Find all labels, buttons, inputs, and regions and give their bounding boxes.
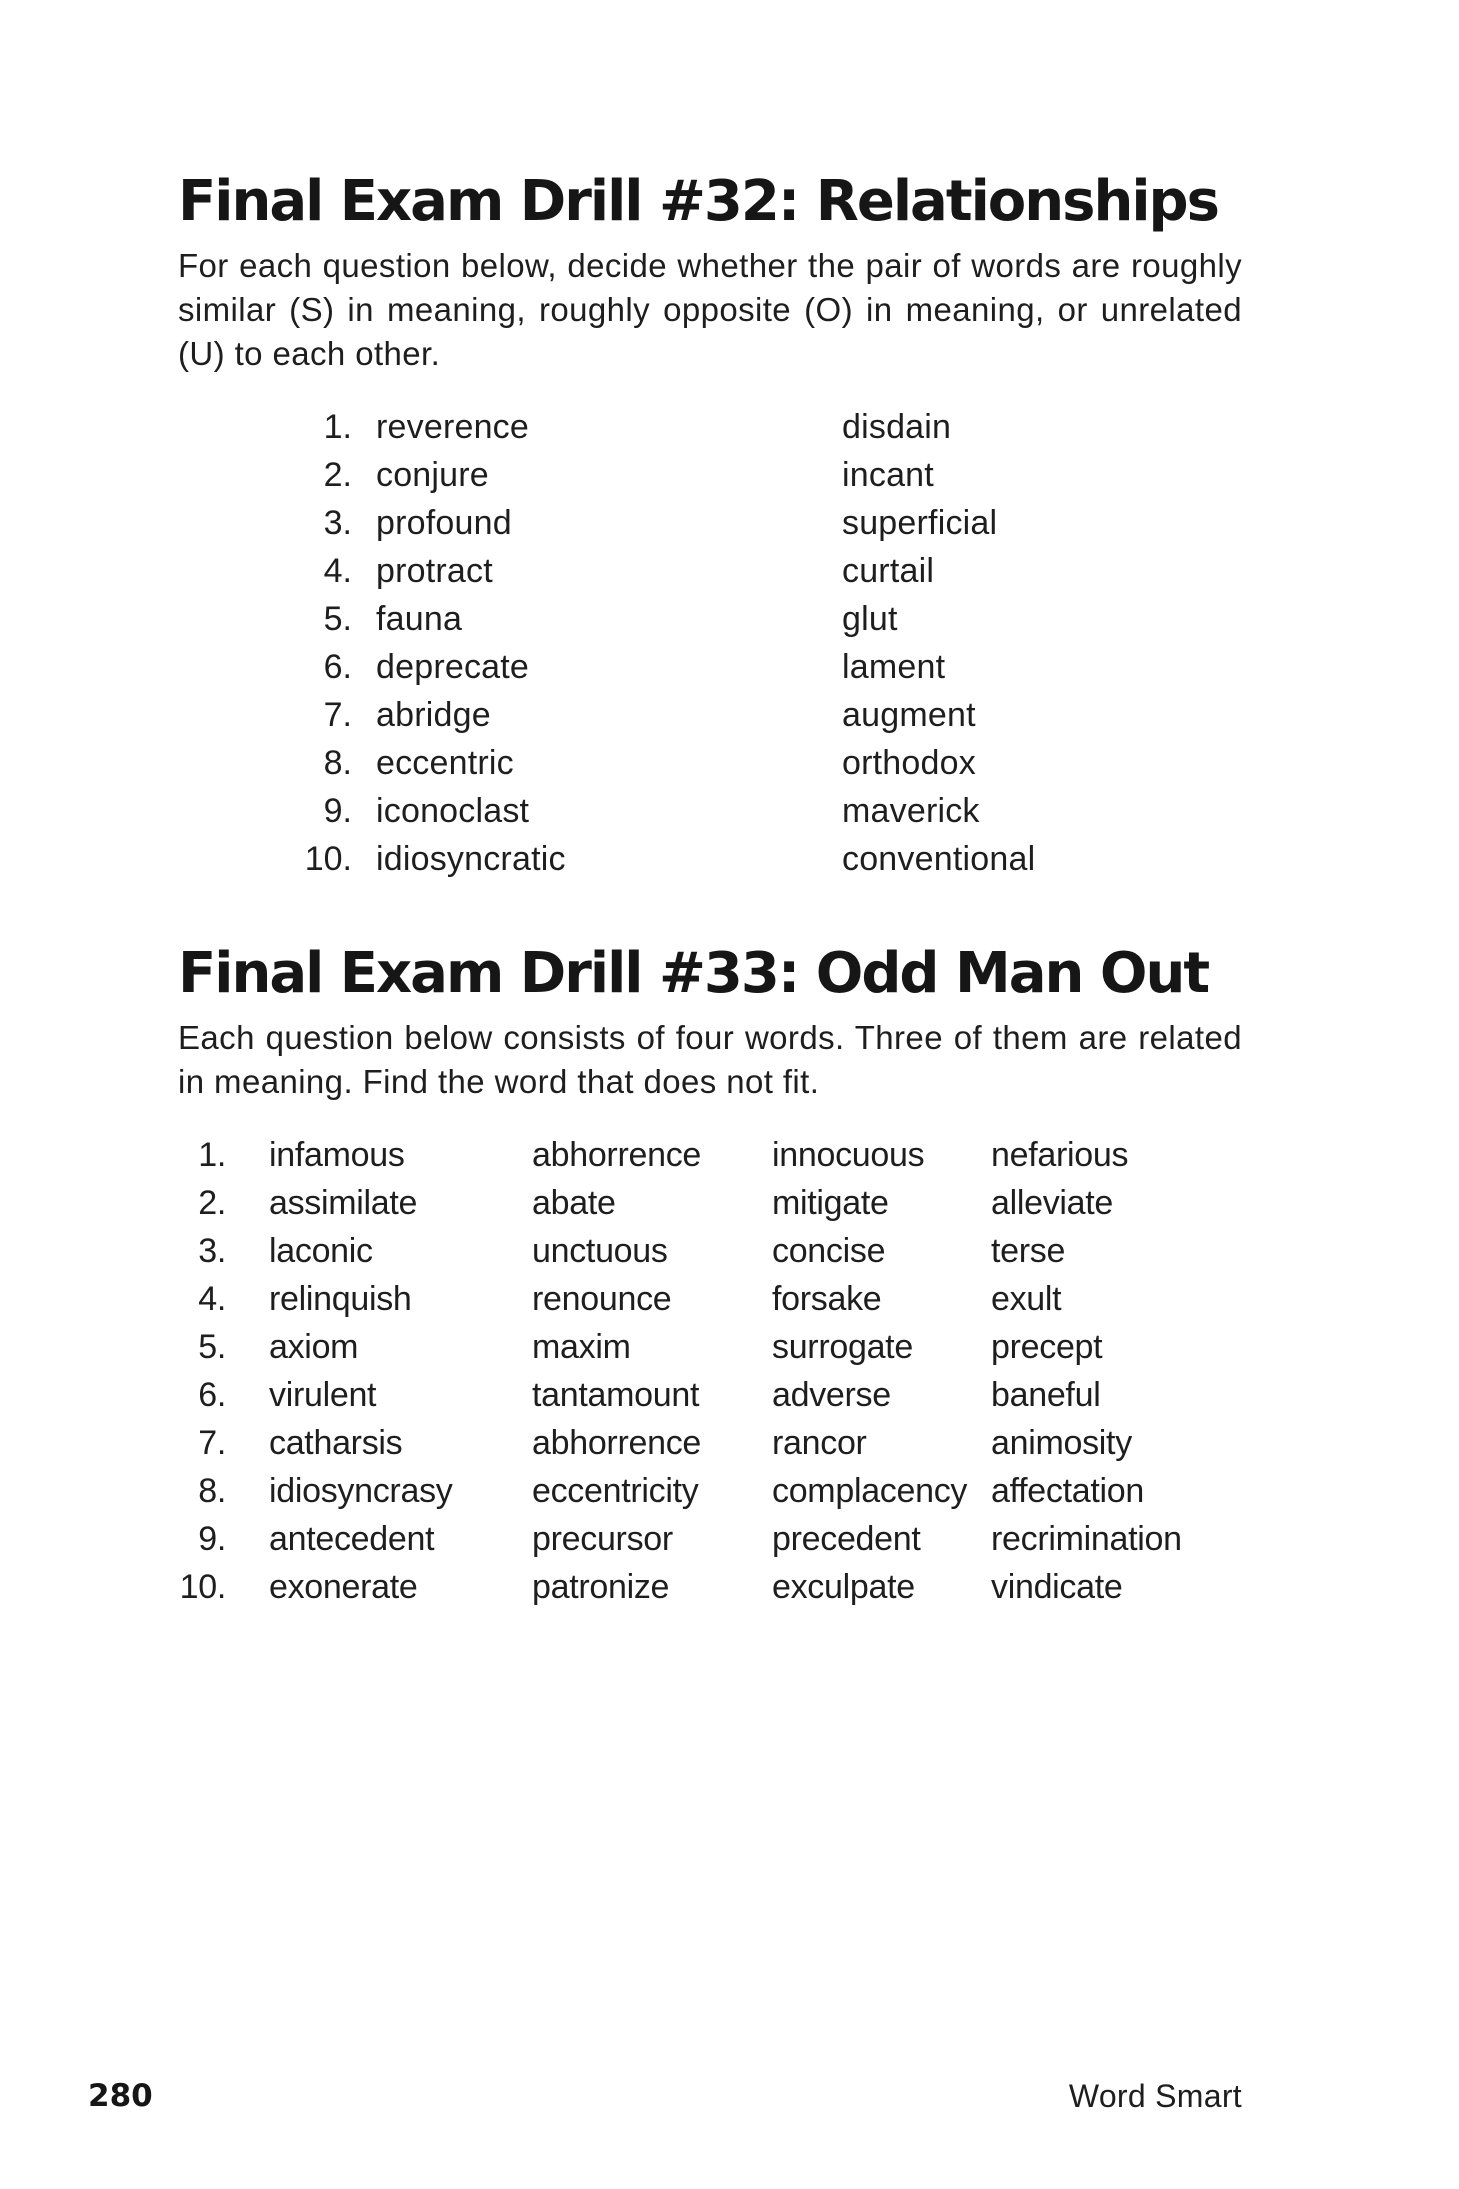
drill-33-word-group-list: [178, 1131, 1242, 1611]
word-option: relinquish: [269, 1280, 412, 1318]
page-number: 280: [88, 2078, 153, 2114]
question-number: 5.: [198, 1328, 226, 1366]
word-a: reverence: [376, 408, 529, 446]
list-item: [178, 499, 1242, 547]
word-b: glut: [842, 600, 898, 638]
word-option: complacency: [772, 1472, 968, 1510]
word-option: alleviate: [991, 1184, 1114, 1222]
list-item: [178, 403, 1242, 451]
word-option: tantamount: [532, 1376, 700, 1414]
list-item: [178, 835, 1242, 883]
question-number: 3.: [323, 504, 352, 542]
word-option: antecedent: [269, 1520, 435, 1558]
word-option: eccentricity: [532, 1472, 699, 1510]
word-option: vindicate: [991, 1568, 1123, 1606]
list-item: [178, 1467, 1242, 1515]
word-b: conventional: [842, 840, 1036, 878]
question-number: 9.: [198, 1520, 226, 1558]
word-option: assimilate: [269, 1184, 418, 1222]
list-item: [178, 1419, 1242, 1467]
word-option: precursor: [532, 1520, 673, 1558]
drill-33-title: Final Exam Drill #33: Odd Man Out: [178, 941, 1209, 1006]
word-option: catharsis: [269, 1424, 403, 1462]
word-option: abhorrence: [532, 1136, 702, 1174]
word-a: idiosyncratic: [376, 840, 566, 878]
word-option: adverse: [772, 1376, 891, 1414]
word-option: mitigate: [772, 1184, 889, 1222]
list-item: [178, 595, 1242, 643]
list-item: [178, 1371, 1242, 1419]
word-a: deprecate: [376, 648, 530, 686]
list-item: [178, 1515, 1242, 1563]
word-option: unctuous: [532, 1232, 668, 1270]
drill-33-instructions: Each question below consists of four words. Three of them are related in meaning. Find the word that does not fit.: [178, 1019, 1242, 1100]
word-option: baneful: [991, 1376, 1101, 1414]
question-number: 8.: [323, 744, 352, 782]
word-option: rancor: [772, 1424, 867, 1462]
word-option: patronize: [532, 1568, 670, 1606]
drill-33-section: [178, 932, 1242, 1627]
word-option: idiosyncrasy: [269, 1472, 453, 1510]
question-number: 4.: [323, 552, 352, 590]
word-option: precept: [991, 1328, 1103, 1366]
list-item: [178, 1179, 1242, 1227]
question-number: 10.: [304, 840, 352, 878]
question-number: 8.: [198, 1472, 226, 1510]
word-a: fauna: [376, 600, 463, 638]
word-option: innocuous: [772, 1136, 925, 1174]
word-a: eccentric: [376, 744, 514, 782]
list-item: [178, 1275, 1242, 1323]
word-option: maxim: [532, 1328, 631, 1366]
word-option: axiom: [269, 1328, 359, 1366]
word-option: infamous: [269, 1136, 405, 1174]
list-item: [178, 691, 1242, 739]
word-b: curtail: [842, 552, 935, 590]
word-b: augment: [842, 696, 976, 734]
word-option: laconic: [269, 1232, 373, 1270]
question-number: 9.: [323, 792, 352, 830]
running-footer-book-title: Word Smart: [1068, 2078, 1242, 2114]
question-number: 2.: [323, 456, 352, 494]
word-option: animosity: [991, 1424, 1132, 1462]
word-option: nefarious: [991, 1136, 1129, 1174]
question-number: 1.: [323, 408, 352, 446]
list-item: [178, 1131, 1242, 1179]
word-option: abate: [532, 1184, 616, 1222]
question-number: 2.: [198, 1184, 226, 1222]
list-item: [178, 547, 1242, 595]
drill-32-instructions: For each question below, decide whether the pair of words are roughly similar (S) in meaning, roughly opposite (O) in meaning, or unrelated (U) to each other.: [178, 247, 1242, 372]
drill-32-title: Final Exam Drill #32: Relationships: [178, 169, 1218, 234]
list-item: [178, 787, 1242, 835]
question-number: 5.: [323, 600, 352, 638]
drill-32-section: [178, 160, 1242, 899]
question-number: 10.: [179, 1568, 226, 1606]
word-option: forsake: [772, 1280, 882, 1318]
word-option: virulent: [269, 1376, 377, 1414]
word-option: recrimination: [991, 1520, 1182, 1558]
word-b: maverick: [842, 792, 980, 830]
word-a: abridge: [376, 696, 491, 734]
word-option: affectation: [991, 1472, 1144, 1510]
question-number: 7.: [198, 1424, 226, 1462]
word-option: terse: [991, 1232, 1066, 1270]
list-item: [178, 739, 1242, 787]
word-option: abhorrence: [532, 1424, 702, 1462]
question-number: 6.: [323, 648, 352, 686]
word-option: exult: [991, 1280, 1062, 1318]
question-number: 1.: [198, 1136, 226, 1174]
word-option: renounce: [532, 1280, 672, 1318]
word-b: superficial: [842, 504, 998, 542]
word-b: disdain: [842, 408, 952, 446]
list-item: [178, 1563, 1242, 1611]
word-a: conjure: [376, 456, 489, 494]
question-number: 3.: [198, 1232, 226, 1270]
word-option: surrogate: [772, 1328, 913, 1366]
question-number: 6.: [198, 1376, 226, 1414]
list-item: [178, 1323, 1242, 1371]
list-item: [178, 451, 1242, 499]
question-number: 7.: [323, 696, 352, 734]
question-number: 4.: [198, 1280, 226, 1318]
word-option: exonerate: [269, 1568, 418, 1606]
drill-32-word-pair-list: [178, 403, 1242, 883]
list-item: [178, 1227, 1242, 1275]
list-item: [178, 643, 1242, 691]
word-option: exculpate: [772, 1568, 915, 1606]
word-b: lament: [842, 648, 946, 686]
word-b: orthodox: [842, 744, 976, 782]
word-a: protract: [376, 552, 493, 590]
word-a: profound: [376, 504, 512, 542]
word-a: iconoclast: [376, 792, 530, 830]
word-b: incant: [842, 456, 934, 494]
word-option: concise: [772, 1232, 886, 1270]
word-option: precedent: [772, 1520, 921, 1558]
